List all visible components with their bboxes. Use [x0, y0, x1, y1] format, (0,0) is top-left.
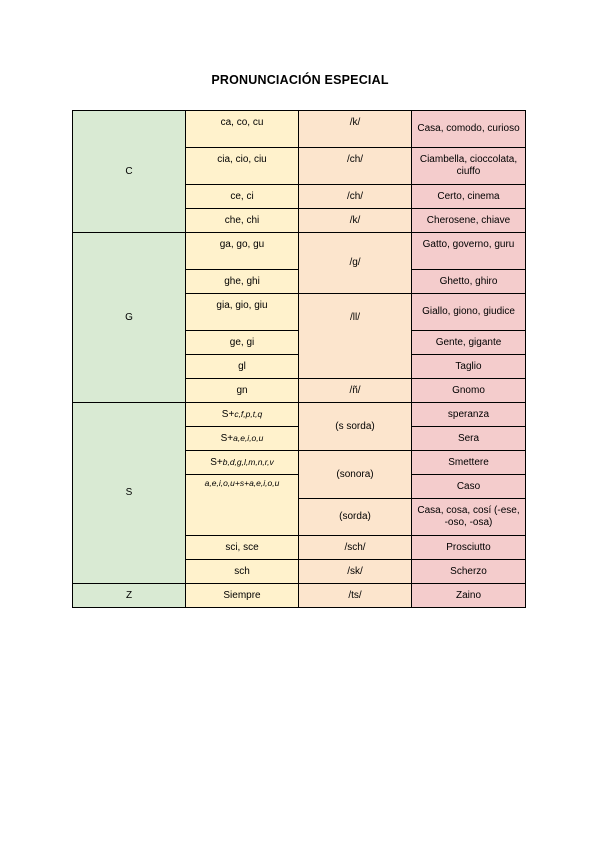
spelling-cell [186, 427, 299, 451]
sound-cell: /k/ [299, 209, 412, 233]
spelling-cell [186, 475, 299, 536]
examples-cell: Caso [412, 475, 526, 499]
sound-cell: /ch/ [299, 148, 412, 185]
group-cell-s: S [73, 403, 186, 584]
spelling-cell: sch [186, 560, 299, 584]
table-row [73, 111, 526, 148]
spelling-cell: ce, ci [186, 185, 299, 209]
examples-cell: Gatto, governo, guru [412, 233, 526, 270]
spelling-cell: che, chi [186, 209, 299, 233]
sound-cell: /ts/ [299, 584, 412, 608]
examples-cell: speranza [412, 403, 526, 427]
examples-cell: Scherzo [412, 560, 526, 584]
examples-cell: Ghetto, ghiro [412, 270, 526, 294]
spelling-letters: b,d,g,l,m,n,r,v [222, 457, 274, 467]
spelling-letters: a,e,i,o,u [233, 433, 264, 443]
sound-cell: (sorda) [299, 499, 412, 536]
sound-cell: (sonora) [299, 451, 412, 499]
spelling-letters: c,f,p,t,q [234, 409, 263, 419]
sound-cell: (s sorda) [299, 403, 412, 451]
group-cell-g: G [73, 233, 186, 403]
group-cell-c: C [73, 111, 186, 233]
spelling-prefix: S+ [221, 409, 235, 420]
spelling-cell [186, 403, 299, 427]
examples-cell: Giallo, giono, giudice [412, 294, 526, 331]
spelling-prefix: S+ [210, 457, 223, 468]
examples-cell: Casa, comodo, curioso [412, 111, 526, 148]
spelling-letters: a,e,i,o,u+s+a,e,i,o,u [204, 478, 280, 488]
table-row [73, 403, 526, 427]
spelling-cell: ga, go, gu [186, 233, 299, 270]
table-row [73, 584, 526, 608]
examples-cell: Taglio [412, 355, 526, 379]
sound-cell: /g/ [299, 233, 412, 294]
examples-cell: Prosciutto [412, 536, 526, 560]
sound-cell: /ñ/ [299, 379, 412, 403]
examples-cell: Ciambella, cioccolata, ciuffo [412, 148, 526, 185]
examples-cell: Certo, cinema [412, 185, 526, 209]
examples-cell: Gnomo [412, 379, 526, 403]
spelling-prefix: S+ [220, 433, 234, 444]
spelling-cell: ge, gi [186, 331, 299, 355]
spelling-cell: gl [186, 355, 299, 379]
spelling-cell: ghe, ghi [186, 270, 299, 294]
page-title: PRONUNCIACIÓN ESPECIAL [211, 73, 389, 87]
examples-cell: Sera [412, 427, 526, 451]
pronunciation-table [72, 110, 526, 608]
examples-cell: Cherosene, chiave [412, 209, 526, 233]
spelling-cell: gn [186, 379, 299, 403]
sound-cell: /ll/ [299, 294, 412, 379]
examples-cell: Smettere [412, 451, 526, 475]
examples-cell: Gente, gigante [412, 331, 526, 355]
examples-cell: Casa, cosa, cosí (-ese, -oso, -osa) [412, 499, 526, 536]
spelling-cell [186, 451, 299, 475]
spelling-cell: cia, cio, ciu [186, 148, 299, 185]
sound-cell: /sch/ [299, 536, 412, 560]
group-cell-z: Z [73, 584, 186, 608]
examples-cell: Zaino [412, 584, 526, 608]
table-row [73, 233, 526, 270]
spelling-cell: gia, gio, giu [186, 294, 299, 331]
spelling-cell: Siempre [186, 584, 299, 608]
sound-cell: /sk/ [299, 560, 412, 584]
spelling-cell: sci, sce [186, 536, 299, 560]
sound-cell: /k/ [299, 111, 412, 148]
spelling-cell: ca, co, cu [186, 111, 299, 148]
sound-cell: /ch/ [299, 185, 412, 209]
